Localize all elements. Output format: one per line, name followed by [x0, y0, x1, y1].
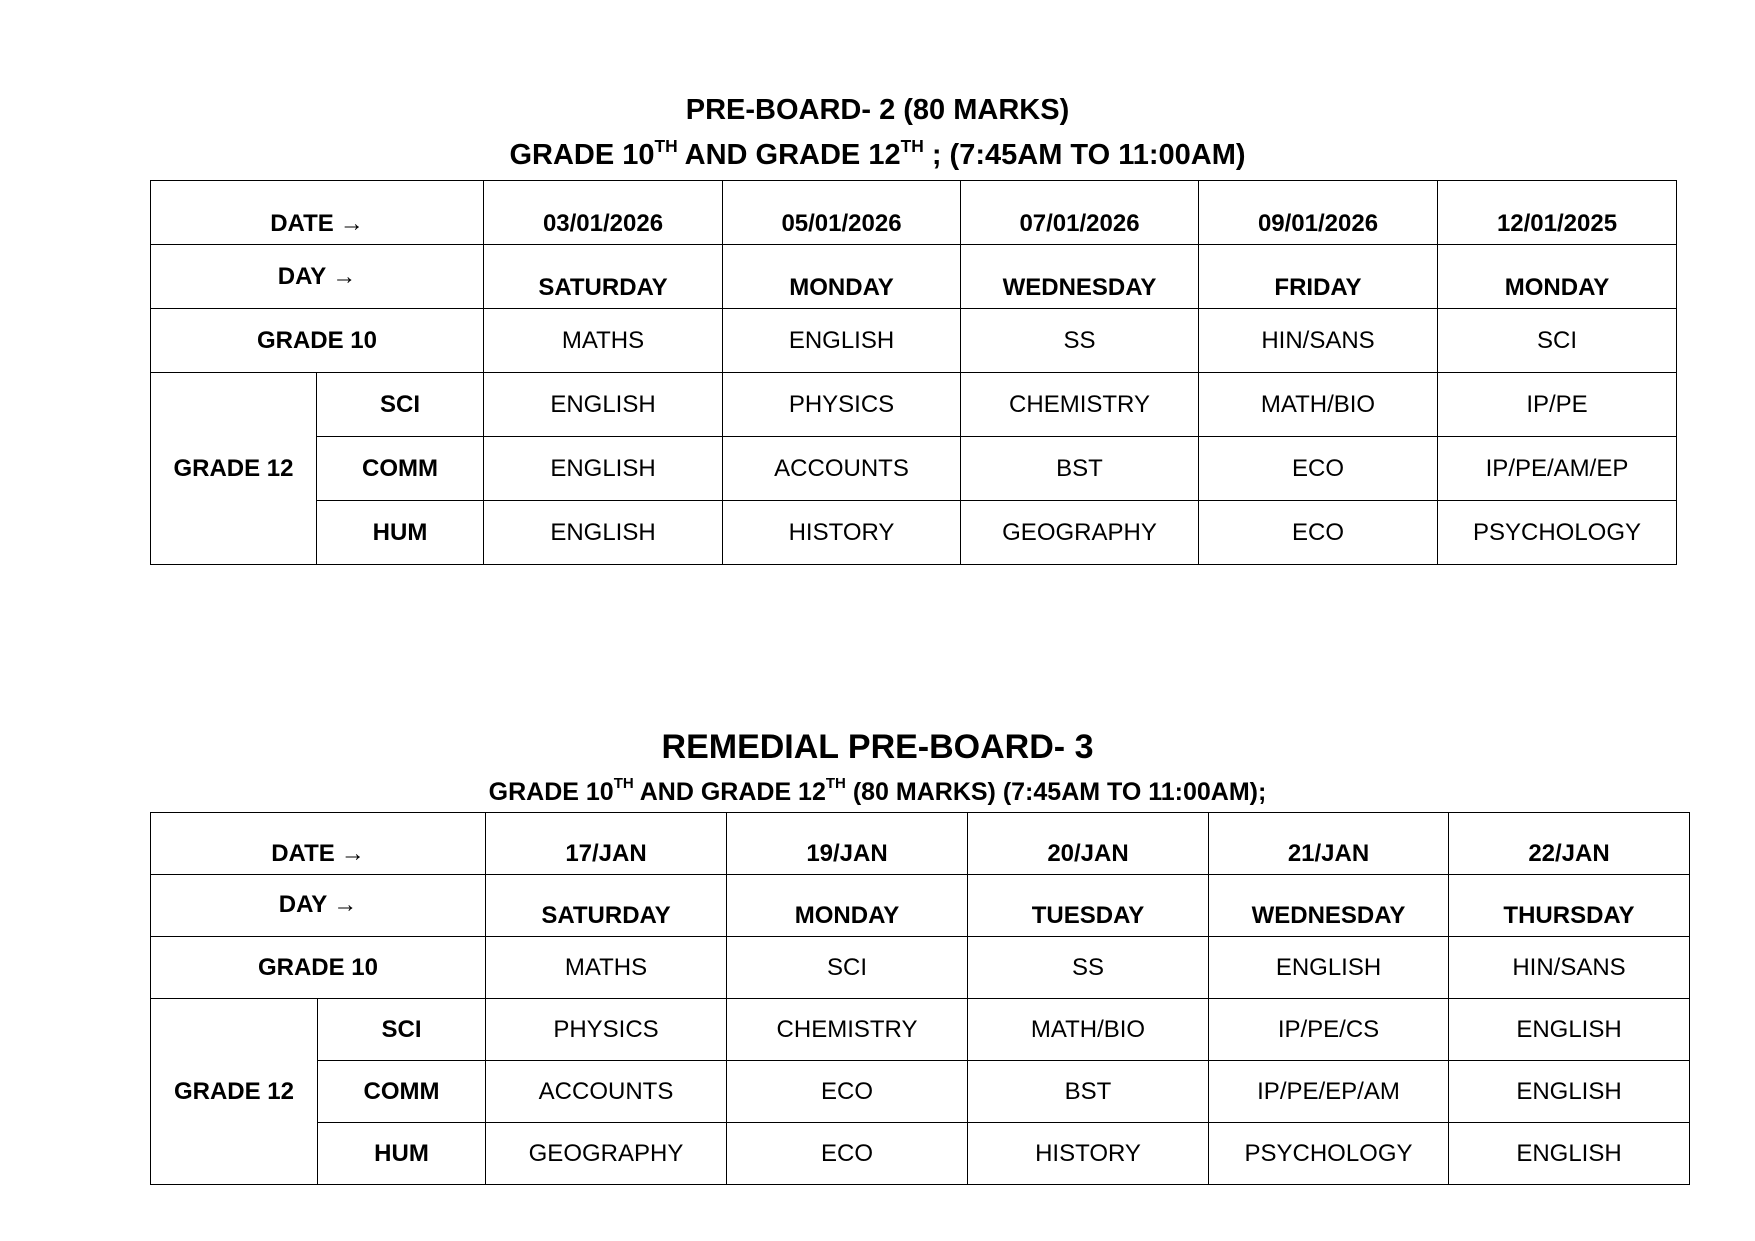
subject-cell: SCI — [1438, 309, 1677, 373]
subject-cell: ENGLISH — [484, 437, 723, 501]
subject-cell: GEOGRAPHY — [961, 501, 1199, 565]
grade10-label: GRADE 10 — [151, 937, 486, 999]
ordinal-suffix: TH — [654, 135, 678, 156]
day-cell: FRIDAY — [1199, 245, 1438, 309]
day-cell: TUESDAY — [968, 875, 1209, 937]
right-arrow-icon: → — [333, 891, 358, 918]
subtitle-part: GRADE 10 — [488, 778, 614, 806]
date-cell: 20/JAN — [968, 813, 1209, 875]
subject-cell: HIN/SANS — [1449, 937, 1690, 999]
right-arrow-icon: → — [332, 263, 357, 290]
grade10-row — [151, 309, 1677, 373]
day-label: DAY — [277, 263, 327, 290]
subject-cell: MATH/BIO — [1199, 373, 1438, 437]
subject-cell: ECO — [1199, 437, 1438, 501]
day-cell: SATURDAY — [486, 875, 727, 937]
stream-label: HUM — [318, 1123, 486, 1185]
date-cell: 19/JAN — [727, 813, 968, 875]
schedule1-table — [150, 180, 1677, 565]
subject-cell: ENGLISH — [484, 373, 723, 437]
subject-cell: IP/PE/AM/EP — [1438, 437, 1677, 501]
grade12-label: GRADE 12 — [151, 999, 318, 1185]
grade12-label: GRADE 12 — [151, 373, 317, 565]
date-label-cell — [151, 813, 486, 875]
subject-cell: ENGLISH — [1449, 999, 1690, 1061]
subject-cell: PSYCHOLOGY — [1209, 1123, 1449, 1185]
date-cell: 03/01/2026 — [484, 181, 723, 245]
grade10-row — [151, 937, 1690, 999]
subject-cell: IP/PE — [1438, 373, 1677, 437]
day-cell: WEDNESDAY — [961, 245, 1199, 309]
subject-cell: CHEMISTRY — [727, 999, 968, 1061]
subject-cell: IP/PE/CS — [1209, 999, 1449, 1061]
date-cell: 05/01/2026 — [723, 181, 961, 245]
date-label: DATE — [271, 840, 335, 867]
grade12-comm-row — [151, 437, 1677, 501]
grade10-label: GRADE 10 — [151, 309, 484, 373]
day-label-cell — [151, 245, 484, 309]
subject-cell: GEOGRAPHY — [486, 1123, 727, 1185]
date-label: DATE — [270, 210, 334, 237]
subject-cell: SS — [968, 937, 1209, 999]
schedule1-subtitle — [0, 135, 1755, 172]
stream-label: COMM — [318, 1061, 486, 1123]
subject-cell: ECO — [727, 1123, 968, 1185]
date-cell: 12/01/2025 — [1438, 181, 1677, 245]
subject-cell: ENGLISH — [1449, 1123, 1690, 1185]
schedule2-subtitle — [0, 775, 1755, 807]
subject-cell: HIN/SANS — [1199, 309, 1438, 373]
subject-cell: ENGLISH — [1209, 937, 1449, 999]
stream-label: SCI — [318, 999, 486, 1061]
subtitle-part: (80 MARKS) (7:45AM TO 11:00AM); — [845, 778, 1267, 806]
subject-cell: CHEMISTRY — [961, 373, 1199, 437]
stream-label: HUM — [317, 501, 484, 565]
subject-cell: SS — [961, 309, 1199, 373]
day-cell: THURSDAY — [1449, 875, 1690, 937]
schedule1-title: PRE-BOARD- 2 (80 MARKS) — [685, 94, 1070, 126]
date-cell: 17/JAN — [486, 813, 727, 875]
subject-cell: ACCOUNTS — [486, 1061, 727, 1123]
ordinal-suffix: TH — [900, 135, 924, 156]
subject-cell: HISTORY — [968, 1123, 1209, 1185]
day-row — [151, 875, 1690, 937]
subject-cell: ECO — [1199, 501, 1438, 565]
ordinal-suffix: TH — [613, 775, 634, 792]
date-cell: 09/01/2026 — [1199, 181, 1438, 245]
subject-cell: BST — [968, 1061, 1209, 1123]
schedule2-title: REMEDIAL PRE-BOARD- 3 — [661, 728, 1094, 766]
stream-label: SCI — [317, 373, 484, 437]
day-label: DAY — [278, 891, 328, 918]
subject-cell: PHYSICS — [723, 373, 961, 437]
subtitle-part: AND GRADE 12 — [677, 139, 901, 171]
subtitle-part: ; (7:45AM TO 11:00AM) — [923, 139, 1246, 171]
subject-cell: ENGLISH — [484, 501, 723, 565]
grade12-sci-row — [151, 999, 1690, 1061]
date-cell: 22/JAN — [1449, 813, 1690, 875]
grade12-hum-row — [151, 1123, 1690, 1185]
subject-cell: ENGLISH — [723, 309, 961, 373]
stream-label: COMM — [317, 437, 484, 501]
subject-cell: MATHS — [486, 937, 727, 999]
grade12-comm-row — [151, 1061, 1690, 1123]
subject-cell: ACCOUNTS — [723, 437, 961, 501]
subject-cell: MATH/BIO — [968, 999, 1209, 1061]
subject-cell: ECO — [727, 1061, 968, 1123]
date-row — [151, 813, 1690, 875]
grade12-sci-row — [151, 373, 1677, 437]
date-cell: 21/JAN — [1209, 813, 1449, 875]
grade12-hum-row — [151, 501, 1677, 565]
day-cell: MONDAY — [727, 875, 968, 937]
date-label-cell — [151, 181, 484, 245]
right-arrow-icon: → — [339, 210, 364, 237]
day-label-cell — [151, 875, 486, 937]
subject-cell: BST — [961, 437, 1199, 501]
date-cell: 07/01/2026 — [961, 181, 1199, 245]
subject-cell: PSYCHOLOGY — [1438, 501, 1677, 565]
day-cell: SATURDAY — [484, 245, 723, 309]
day-row — [151, 245, 1677, 309]
date-row — [151, 181, 1677, 245]
ordinal-suffix: TH — [825, 775, 846, 792]
day-cell: MONDAY — [723, 245, 961, 309]
subtitle-part: GRADE 10 — [509, 139, 655, 171]
subject-cell: IP/PE/EP/AM — [1209, 1061, 1449, 1123]
right-arrow-icon: → — [340, 840, 365, 867]
day-cell: WEDNESDAY — [1209, 875, 1449, 937]
day-cell: MONDAY — [1438, 245, 1677, 309]
subject-cell: MATHS — [484, 309, 723, 373]
subject-cell: ENGLISH — [1449, 1061, 1690, 1123]
subject-cell: PHYSICS — [486, 999, 727, 1061]
subject-cell: SCI — [727, 937, 968, 999]
subtitle-part: AND GRADE 12 — [633, 778, 826, 806]
subject-cell: HISTORY — [723, 501, 961, 565]
schedule2-table — [150, 812, 1690, 1185]
